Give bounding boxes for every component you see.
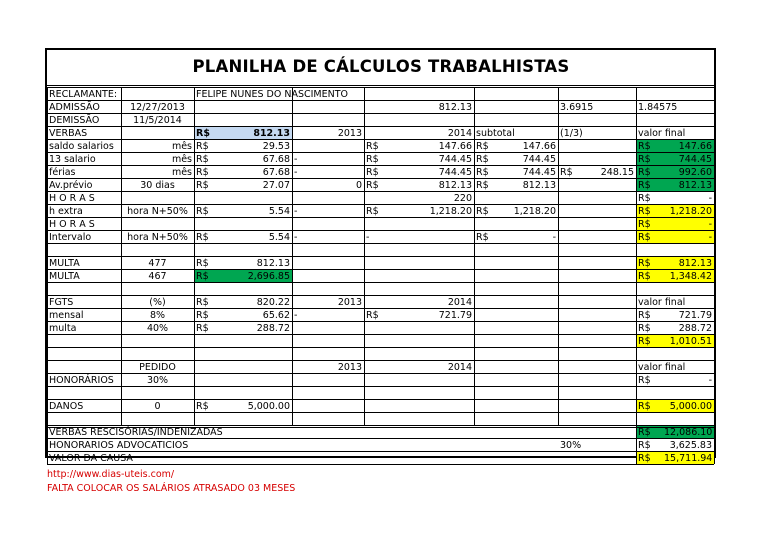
cell[interactable]: -: [294, 232, 298, 243]
cell[interactable]: 147.66: [678, 141, 712, 152]
cell[interactable]: 3,625.83: [669, 440, 712, 451]
cell[interactable]: R$: [196, 258, 209, 269]
grid-col-line: [121, 87, 122, 425]
cell[interactable]: 5,000.00: [669, 401, 712, 412]
cell[interactable]: 8%: [149, 310, 166, 321]
cell[interactable]: MULTA: [49, 258, 80, 269]
cell[interactable]: R$: [476, 180, 489, 191]
cell[interactable]: valor final: [638, 297, 686, 308]
cell[interactable]: R$: [196, 154, 209, 165]
grid-row-line: [47, 464, 714, 465]
cell[interactable]: R$: [476, 167, 489, 178]
cell[interactable]: 992.60: [678, 167, 712, 178]
cell[interactable]: valor final: [638, 128, 686, 139]
cell[interactable]: 744.45: [438, 154, 472, 165]
cell[interactable]: 812.13: [678, 258, 712, 269]
cell[interactable]: R$: [638, 167, 651, 178]
cell[interactable]: 812.13: [256, 258, 290, 269]
cell[interactable]: -: [708, 375, 712, 386]
cell[interactable]: R$: [196, 297, 209, 308]
cell[interactable]: R$: [196, 310, 209, 321]
cell[interactable]: R$: [476, 141, 489, 152]
grid-col-line: [474, 87, 475, 425]
cell[interactable]: 2013: [337, 128, 362, 139]
grid-row-line: [47, 87, 714, 88]
cell[interactable]: R$: [638, 258, 651, 269]
grid-col-line: [558, 87, 559, 425]
cell[interactable]: Av.prévio: [49, 180, 93, 191]
cell[interactable]: Intervalo: [49, 232, 92, 243]
cell[interactable]: 27.07: [262, 180, 290, 191]
cell[interactable]: R$: [196, 128, 210, 139]
cell[interactable]: DANOS: [49, 401, 84, 412]
cell[interactable]: 2013: [337, 297, 362, 308]
cell[interactable]: 29.53: [262, 141, 290, 152]
cell[interactable]: R$: [638, 453, 651, 464]
cell[interactable]: 288.72: [256, 323, 290, 334]
cell[interactable]: 1.84575: [638, 102, 678, 113]
cell[interactable]: VERBAS RESCISÓRIAS/INDENIZADAS: [49, 427, 223, 438]
cell[interactable]: RECLAMANTE:: [49, 89, 118, 100]
cell[interactable]: R$: [196, 232, 209, 243]
grid-row-line: [47, 347, 714, 348]
grid-col-line: [636, 87, 637, 464]
cell[interactable]: 1,218.20: [513, 206, 556, 217]
cell[interactable]: subtotal: [476, 128, 515, 139]
cell[interactable]: férias: [49, 167, 76, 178]
cell[interactable]: R$: [638, 219, 651, 230]
cell[interactable]: 15,711.94: [664, 453, 713, 464]
grid-row-line: [47, 451, 714, 452]
cell[interactable]: -: [294, 206, 298, 217]
cell[interactable]: 721.79: [678, 310, 712, 321]
cell[interactable]: 5.54: [268, 206, 290, 217]
cell[interactable]: 2014: [447, 362, 472, 373]
cell[interactable]: multa: [49, 323, 77, 334]
cell[interactable]: hora N+50%: [127, 232, 188, 243]
cell[interactable]: mês: [171, 154, 192, 165]
sheet-title: PLANILHA DE CÁLCULOS TRABALHISTAS: [192, 57, 570, 76]
cell[interactable]: -: [294, 154, 298, 165]
cell[interactable]: R$: [196, 323, 209, 334]
cell[interactable]: 30%: [560, 440, 582, 451]
grid-col-line: [47, 87, 48, 464]
cell[interactable]: R$: [476, 232, 489, 243]
footer-link[interactable]: http://www.dias-uteis.com/: [47, 469, 175, 480]
cell[interactable]: 467: [148, 271, 167, 282]
cell[interactable]: 30%: [146, 375, 169, 386]
cell[interactable]: 5,000.00: [247, 401, 290, 412]
cell[interactable]: VERBAS: [49, 128, 88, 139]
cell[interactable]: 1,010.51: [669, 336, 712, 347]
cell[interactable]: -: [708, 232, 712, 243]
cell[interactable]: -: [708, 193, 712, 204]
cell[interactable]: 12/27/2013: [130, 102, 185, 113]
cell[interactable]: 744.45: [522, 154, 556, 165]
cell[interactable]: 812.13: [253, 128, 290, 139]
cell[interactable]: R$: [196, 141, 209, 152]
cell[interactable]: R$: [638, 440, 651, 451]
cell[interactable]: 0: [355, 180, 362, 191]
cell[interactable]: R$: [638, 180, 651, 191]
grid-col-line: [194, 87, 195, 425]
cell[interactable]: R$: [638, 193, 651, 204]
cell[interactable]: R$: [366, 167, 379, 178]
cell[interactable]: R$: [196, 180, 209, 191]
cell[interactable]: 2013: [337, 362, 362, 373]
cell[interactable]: R$: [196, 271, 209, 282]
cell[interactable]: h extra: [49, 206, 83, 217]
cell[interactable]: 67.68: [262, 167, 290, 178]
cell[interactable]: R$: [638, 206, 651, 217]
cell[interactable]: HONORARIOS ADVOCATICIOS: [49, 440, 189, 451]
cell[interactable]: 820.22: [256, 297, 290, 308]
cell[interactable]: 812.13: [678, 180, 712, 191]
cell[interactable]: mês: [171, 141, 192, 152]
cell[interactable]: R$: [638, 141, 651, 152]
cell[interactable]: 147.66: [438, 141, 472, 152]
cell[interactable]: 67.68: [262, 154, 290, 165]
cell[interactable]: 248.15: [600, 167, 634, 178]
cell[interactable]: -: [294, 167, 298, 178]
cell[interactable]: 5.54: [268, 232, 290, 243]
cell[interactable]: 2,696.85: [247, 271, 290, 282]
cell[interactable]: R$: [366, 310, 379, 321]
cell[interactable]: VALOR DA CAUSA: [49, 453, 133, 464]
cell[interactable]: mensal: [49, 310, 84, 321]
cell[interactable]: 288.72: [678, 323, 712, 334]
cell[interactable]: 11/5/2014: [133, 115, 182, 126]
cell[interactable]: R$: [476, 154, 489, 165]
cell[interactable]: 0: [154, 401, 161, 412]
cell[interactable]: 2014: [447, 297, 472, 308]
cell[interactable]: 1,218.20: [669, 206, 712, 217]
cell[interactable]: 40%: [146, 323, 169, 334]
grid-col-line: [714, 87, 715, 464]
title-underline: [47, 85, 714, 86]
cell[interactable]: R$: [366, 206, 379, 217]
cell[interactable]: 1,348.42: [669, 271, 712, 282]
cell[interactable]: H O R A S: [49, 193, 95, 204]
cell[interactable]: 220: [453, 193, 472, 204]
cell[interactable]: R$: [638, 310, 651, 321]
cell[interactable]: saldo salarios: [49, 141, 114, 152]
cell[interactable]: 744.45: [438, 167, 472, 178]
cell[interactable]: R$: [196, 167, 209, 178]
cell[interactable]: R$: [476, 206, 489, 217]
cell[interactable]: R$: [196, 206, 209, 217]
cell[interactable]: R$: [638, 427, 651, 438]
cell[interactable]: R$: [638, 375, 651, 386]
cell[interactable]: 812.13: [438, 180, 472, 191]
cell[interactable]: R$: [638, 154, 651, 165]
cell[interactable]: FGTS: [49, 297, 74, 308]
cell[interactable]: -: [708, 219, 712, 230]
cell[interactable]: DEMISSÃO: [49, 115, 100, 126]
cell[interactable]: 744.45: [522, 167, 556, 178]
cell[interactable]: R$: [638, 336, 651, 347]
cell[interactable]: R$: [638, 401, 651, 412]
cell[interactable]: 721.79: [438, 310, 472, 321]
cell[interactable]: 2014: [447, 128, 472, 139]
cell[interactable]: R$: [560, 167, 573, 178]
cell[interactable]: valor final: [638, 362, 686, 373]
cell[interactable]: R$: [196, 401, 209, 412]
cell[interactable]: R$: [638, 232, 651, 243]
cell[interactable]: (%): [149, 297, 166, 308]
cell[interactable]: PEDIDO: [139, 362, 176, 373]
cell[interactable]: 812.13: [438, 102, 472, 113]
grid-col-line: [364, 87, 365, 425]
cell[interactable]: R$: [638, 323, 651, 334]
cell[interactable]: R$: [366, 141, 379, 152]
cell[interactable]: MULTA: [49, 271, 80, 282]
cell[interactable]: 3.6915: [560, 102, 594, 113]
cell[interactable]: ADMISSÃO: [49, 102, 100, 113]
cell[interactable]: 13 salario: [49, 154, 96, 165]
cell[interactable]: H O R A S: [49, 219, 95, 230]
cell[interactable]: mês: [171, 167, 192, 178]
cell[interactable]: -: [552, 232, 556, 243]
cell[interactable]: R$: [638, 271, 651, 282]
cell[interactable]: R$: [366, 180, 379, 191]
footer-note: FALTA COLOCAR OS SALÁRIOS ATRASADO 03 MESES: [47, 483, 296, 494]
cell[interactable]: FELIPE NUNES DO NASCIMENTO: [196, 89, 348, 100]
cell[interactable]: 1,218.20: [429, 206, 472, 217]
cell[interactable]: 744.45: [678, 154, 712, 165]
cell[interactable]: 812.13: [522, 180, 556, 191]
cell[interactable]: hora N+50%: [127, 206, 188, 217]
cell[interactable]: (1/3): [560, 128, 583, 139]
cell[interactable]: 65.62: [262, 310, 290, 321]
cell[interactable]: 477: [148, 258, 167, 269]
cell[interactable]: 147.66: [522, 141, 556, 152]
cell[interactable]: HONORÁRIOS: [49, 375, 114, 386]
cell[interactable]: R$: [366, 154, 379, 165]
cell[interactable]: -: [366, 232, 370, 243]
grid-col-line: [292, 87, 293, 425]
cell[interactable]: 30 dias: [140, 180, 175, 191]
grid-row-line: [47, 438, 714, 439]
cell[interactable]: -: [294, 310, 298, 321]
cell[interactable]: 12,086.10: [664, 427, 713, 438]
